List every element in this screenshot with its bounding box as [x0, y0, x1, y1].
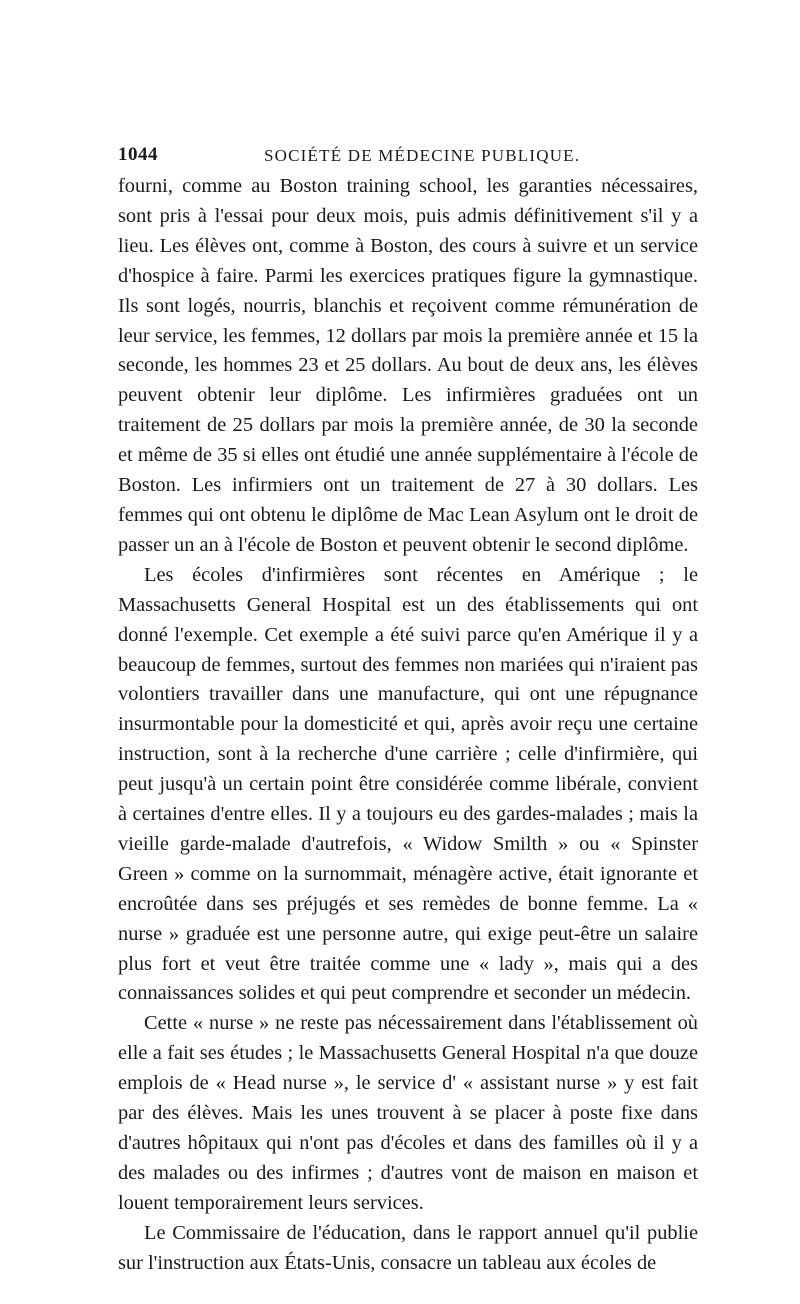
paragraph-continuation: fourni, comme au Boston training school, les garanties nécessaires, sont pris à l'essai pour deux mois, puis admis définitivement s'il y a lieu. Les élèves ont, comme à Boston, des cours à suivre et un service d'hospice à faire. Parmi les exercices pratiques figure la gymnastique. Ils sont logés, nourris, blanchis et reçoivent comme rémunération de leur service, les femmes, 12 dollars par mois la première année et 15 la seconde, les hommes 23 et 25 dollars. Au bout de deux ans, les élèves peuvent obtenir leur diplôme. Les infirmières graduées ont un traitement de 25 dollars par mois la première année, de 30 la seconde et même de 35 si elles ont étudié une année supplémentaire à l'école de Boston. Les infirmiers ont un traitement de 27 à 30 dollars. Les femmes qui ont obtenu le diplôme de Mac Lean Asylum ont le droit de passer un an à l'école de Boston et peuvent obtenir le second diplôme.	[118, 175, 698, 556]
paragraph: Cette « nurse » ne reste pas nécessairement dans l'établissement où elle a fait ses études ; le Massachusetts General Hospital n'a que douze emplois de « Head nurse », le service d' « assistant nurse » y est fait par des élèves. Mais les unes trouvent à se placer à poste fixe dans d'autres hôpitaux qui n'ont pas d'écoles et dans des familles où il y a des malades ou des infirmes ; d'autres vont de maison en maison et louent temporairement leurs services.	[118, 1012, 698, 1214]
paragraph: Les écoles d'infirmières sont récentes en Amérique ; le Massachusetts General Hospital est un des établissements qui ont donné l'exemple. Cet exemple a été suivi parce qu'en Amérique il y a beaucoup de femmes, surtout des femmes non mariées qui n'iraient pas volontiers travailler dans une manufacture, qui ont une répugnance insurmontable pour la domesticité et qui, après avoir reçu une certaine instruction, sont à la recherche d'une carrière ; celle d'infirmière, qui peut jusqu'à un certain point être considérée comme libérale, convient à certaines d'entre elles. Il y a toujours eu des gardes-malades ; mais la vieille garde-malade d'autrefois, « Widow Smilth » ou « Spinster Green » comme on la surnommait, ménagère active, était ignorante et encroûtée dans ses préjugés et ses remèdes de bonne femme. La « nurse » graduée est une personne autre, qui exige peut-être un salaire plus fort et veut être traitée comme une « lady », mais qui a des connaissances solides et qui peut comprendre et seconder un médecin.	[118, 563, 698, 1005]
body-text	[118, 172, 698, 1279]
document-page	[118, 140, 698, 1279]
running-head	[118, 140, 698, 168]
page-number: 1044	[118, 144, 158, 165]
paragraph: Le Commissaire de l'éducation, dans le rapport annuel qu'il publie sur l'instruction aux États-Unis, consacre un tableau aux écoles de	[118, 1221, 698, 1274]
running-title: SOCIÉTÉ DE MÉDECINE PUBLIQUE.	[264, 146, 581, 165]
